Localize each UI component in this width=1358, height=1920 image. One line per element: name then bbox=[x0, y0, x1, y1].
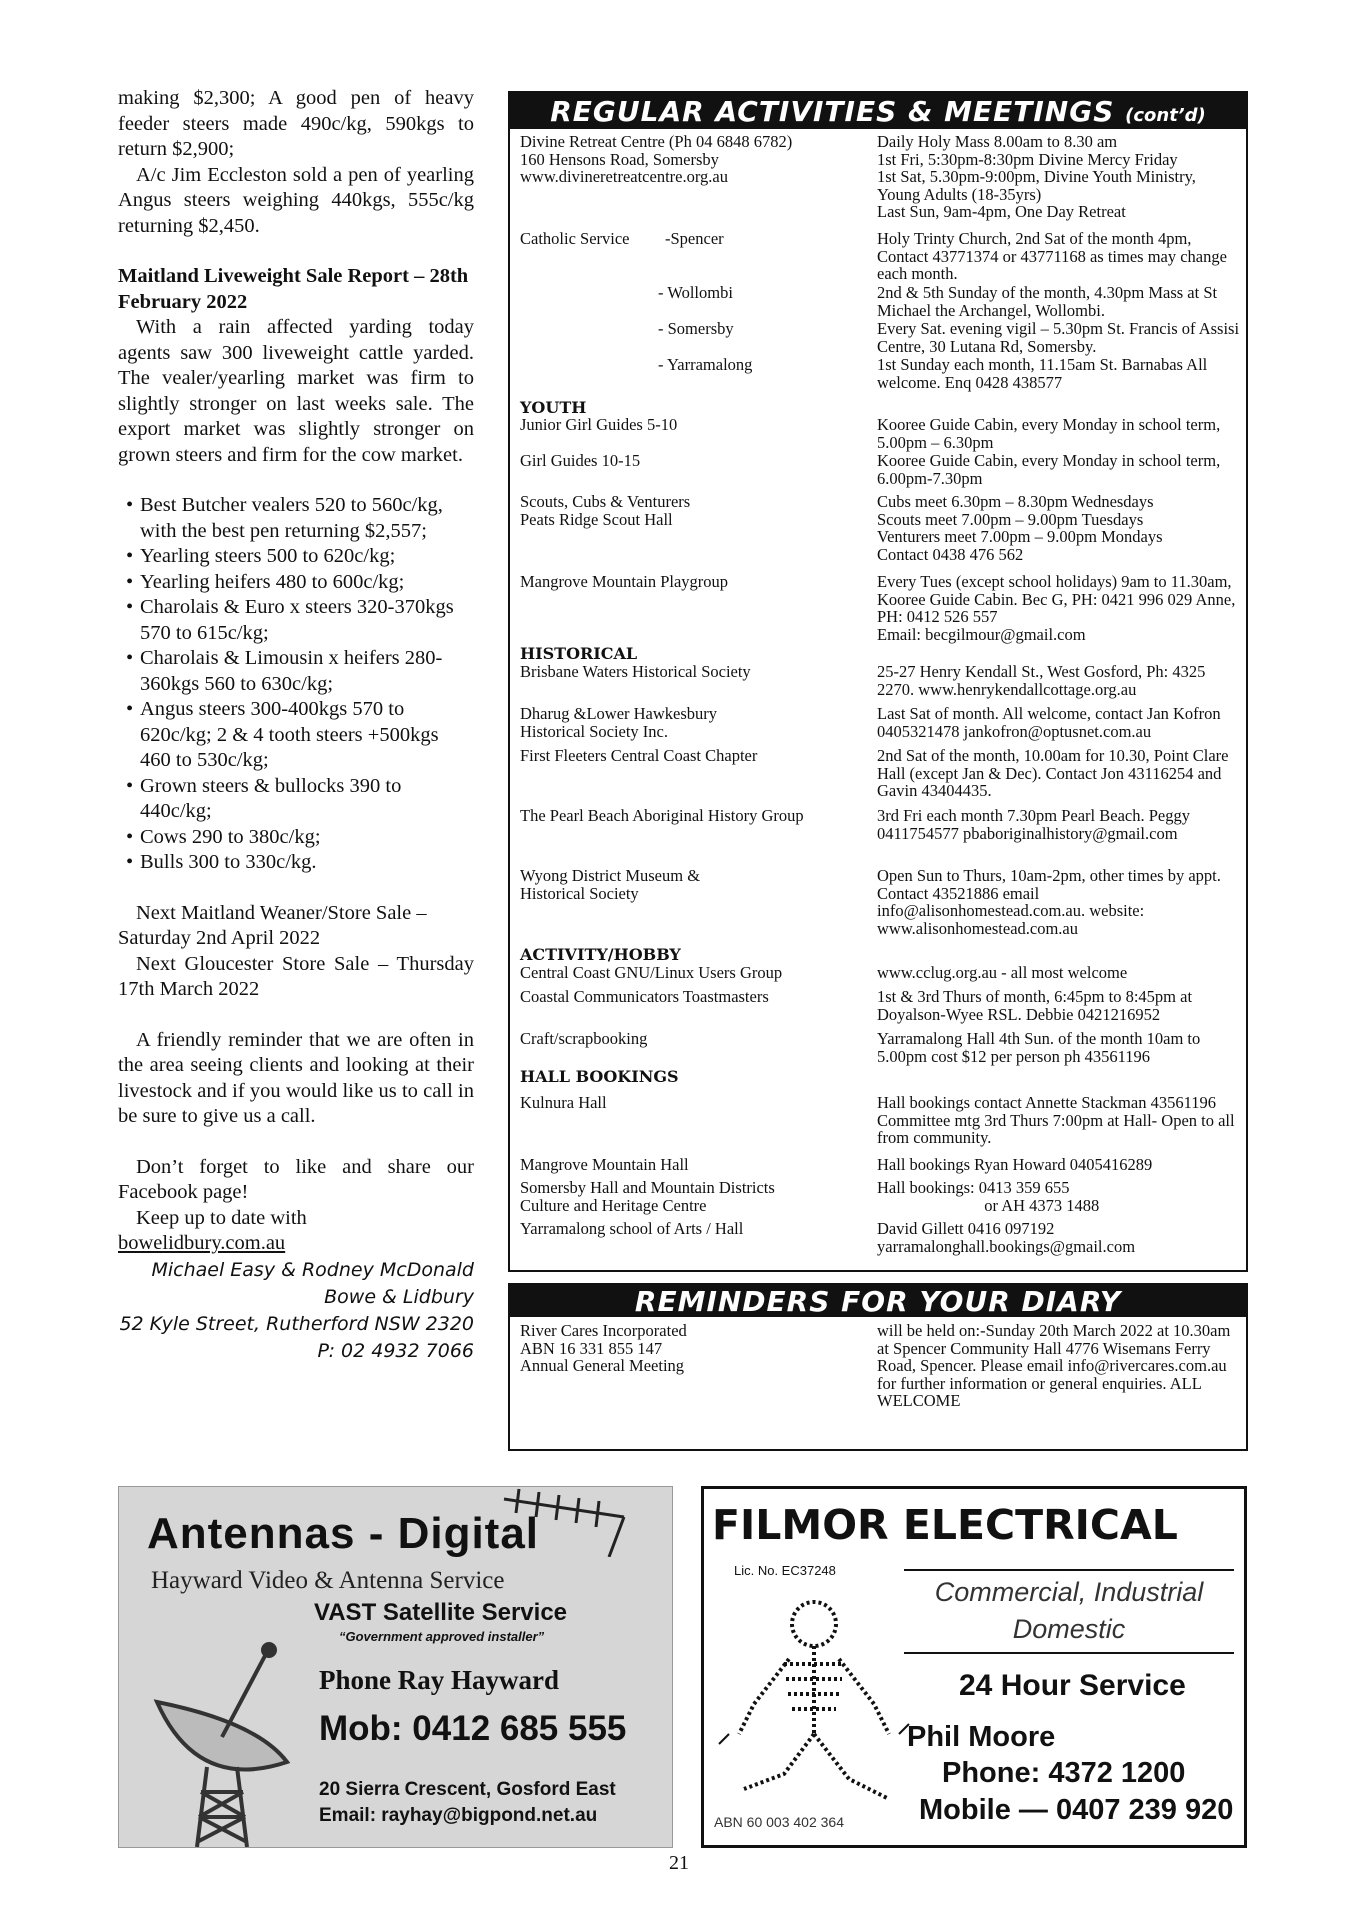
antennas-address: 20 Sierra Crescent, Gosford East bbox=[319, 1779, 616, 1800]
contact-name: Phil Moore bbox=[907, 1721, 1056, 1753]
scouts-details: Cubs meet 6.30pm – 8.30pm Wednesdays Scouts meet 7.00pm – 9.00pm Tuesdays Venturers meet 7.00pm – 9.00pm Mondays Contact 0438 476 562 bbox=[877, 492, 1163, 564]
activities-banner bbox=[510, 93, 1246, 129]
yarramalong-hall: Yarramalong school of Arts / Hall bbox=[520, 1219, 744, 1238]
facebook-paragraph: Don’t forget to like and share our Facebook page! bbox=[118, 1155, 474, 1203]
toastmasters: Coastal Communicators Toastmasters bbox=[520, 987, 769, 1006]
mobile-number: Mob: 0412 685 555 bbox=[319, 1709, 627, 1748]
brisbane-waters: Brisbane Waters Historical Society bbox=[520, 662, 751, 681]
catholic-service-label: Catholic Service bbox=[520, 229, 630, 248]
activities-banner-title: REGULAR ACTIVITIES & MEETINGS bbox=[550, 95, 1115, 128]
list-item: • Grown steers & bullocks 390 to 440c/kg; bbox=[118, 774, 474, 825]
hobby-heading: ACTIVITY/HOBBY bbox=[520, 945, 681, 964]
divider bbox=[904, 1652, 1234, 1654]
somersby-hall: Somersby Hall and Mountain Districts Culture and Heritage Centre bbox=[520, 1178, 775, 1215]
price-list bbox=[118, 493, 474, 876]
reminders-banner: REMINDERS FOR YOUR DIARY bbox=[510, 1285, 1246, 1317]
playgroup-details: Every Tues (except school holidays) 9am to 11.30am, Kooree Guide Cabin. Bec G, PH: 0421 996 029 Anne, PH: 0412 526 557 Email: becgilmour@gmail.com bbox=[877, 572, 1236, 644]
spencer-details: Holy Trinty Church, 2nd Sat of the month 4pm, Contact 43771374 or 43771168 as times may change each month. bbox=[877, 229, 1227, 283]
craft-scrapbooking: Craft/scrapbooking bbox=[520, 1029, 648, 1048]
dharug-society: Dharug &Lower Hawkesbury Historical Society Inc. bbox=[520, 704, 718, 741]
list-item: • Angus steers 300-400kgs 570 to 620c/kg; 2 & 4 tooth steers +500kgs 460 to 530c/kg; bbox=[118, 697, 474, 774]
first-fleeters: First Fleeters Central Coast Chapter bbox=[520, 746, 758, 765]
gnu-linux-details: www.cclug.org.au - all most welcome bbox=[877, 963, 1128, 982]
report-title: Maitland Liveweight Sale Report – 28th February 2022 bbox=[118, 265, 469, 313]
activities-banner-suffix: (cont’d) bbox=[1125, 105, 1206, 126]
mangrove-hall-details: Hall bookings Ryan Howard 0405416289 bbox=[877, 1155, 1153, 1174]
list-item: • Cows 290 to 380c/kg; bbox=[118, 825, 474, 851]
wollombi-label: - Wollombi bbox=[658, 283, 733, 302]
activities-box bbox=[508, 91, 1248, 1272]
domestic: Domestic bbox=[1012, 1614, 1126, 1644]
signature-names: Michael Easy & Rodney McDonald bbox=[151, 1258, 474, 1281]
reminders-box bbox=[508, 1283, 1248, 1451]
toastmasters-details: 1st & 3rd Thurs of month, 6:45pm to 8:45pm at Doyalson-Wyee RSL. Debbie 0421216952 bbox=[877, 987, 1193, 1024]
left-column bbox=[118, 86, 474, 1365]
keepup-paragraph bbox=[118, 1206, 474, 1257]
junior-guides-details: Kooree Guide Cabin, every Monday in school term, 5.00pm – 6.30pm bbox=[877, 415, 1221, 452]
signature-phone: P: 02 4932 7066 bbox=[317, 1339, 474, 1362]
website-link[interactable]: bowelidbury.com.au bbox=[118, 1232, 286, 1254]
list-item: • Best Butcher vealers 520 to 560c/kg, with the best pen returning $2,557; bbox=[118, 493, 474, 544]
list-item: • Yearling heifers 480 to 600c/kg; bbox=[118, 570, 474, 596]
brisbane-waters-details: 25-27 Henry Kendall St., West Gosford, Ph: 4325 2270. www.henrykendallcottage.org.au bbox=[877, 662, 1206, 699]
wollombi-details: 2nd & 5th Sunday of the month, 4.30pm Mass at St Michael the Archangel, Wollombi. bbox=[877, 283, 1218, 320]
yarramalong-label: - Yarramalong bbox=[658, 355, 753, 374]
river-cares-details: will be held on:-Sunday 20th March 2022 at 10.30am at Spencer Community Hall 4776 Wisemans Ferry Road, Spencer. Please email info@rivercares.com.au for further information or general enquiries. ALL WELCOME bbox=[877, 1321, 1231, 1410]
river-cares-name: River Cares Incorporated ABN 16 331 855 147 Annual General Meeting bbox=[520, 1321, 687, 1375]
playgroup: Mangrove Mountain Playgroup bbox=[520, 572, 729, 591]
somersby-label: - Somersby bbox=[658, 319, 734, 338]
pearl-beach-details: 3rd Fri each month 7.30pm Pearl Beach. Peggy 0411754577 pbaboriginalhistory@gmail.com bbox=[877, 806, 1190, 843]
list-item: • Yearling steers 500 to 620c/kg; bbox=[118, 544, 474, 570]
filmor-phone: Phone: 4372 1200 bbox=[942, 1757, 1186, 1789]
divine-retreat-name: Divine Retreat Centre (Ph 04 6848 6782) 160 Hensons Road, Somersby www.divineretreatcentre.org.au bbox=[520, 132, 793, 186]
craft-details: Yarramalong Hall 4th Sun. of the month 10am to 5.00pm cost $12 per person ph 43561196 bbox=[877, 1029, 1201, 1066]
signature-block bbox=[118, 1257, 474, 1365]
yarramalong-details: 1st Sunday each month, 11.15am St. Barnabas All welcome. Enq 0428 438577 bbox=[877, 355, 1208, 392]
filmor-title: FILMOR ELECTRICAL bbox=[712, 1501, 1178, 1549]
junior-guides: Junior Girl Guides 5-10 bbox=[520, 415, 678, 434]
satellite-dish-icon bbox=[137, 1642, 312, 1847]
sale-paragraph-2: A/c Jim Eccleston sold a pen of yearling Angus steers weighing 440kgs, 555c/kg returning $2,450. bbox=[118, 163, 474, 237]
divine-retreat-details: Daily Holy Mass 8.00am to 8.30 am 1st Fri, 5:30pm-8:30pm Divine Mercy Friday 1st Sat, 5.30pm-9:00pm, Divine Youth Ministry, Young Adults (18-35yrs) Last Sun, 9am-4pm, One Day Retreat bbox=[877, 132, 1196, 221]
pearl-beach: The Pearl Beach Aboriginal History Group bbox=[520, 806, 804, 825]
gnu-linux-group: Central Coast GNU/Linux Users Group bbox=[520, 963, 783, 982]
list-item: • Charolais & Limousin x heifers 280-360kgs 560 to 630c/kg; bbox=[118, 646, 474, 697]
antennas-subtitle: Hayward Video & Antenna Service bbox=[151, 1567, 505, 1594]
sale-paragraph-1: making $2,300; A good pen of heavy feeder steers made 490c/kg, 590kgs to return $2,900; bbox=[118, 87, 474, 160]
next-sale-maitland: Next Maitland Weaner/Store Sale – Saturday 2nd April 2022 bbox=[118, 901, 427, 949]
filmor-mobile: Mobile — 0407 239 920 bbox=[919, 1794, 1234, 1826]
antennas-title: Antennas - Digital bbox=[147, 1509, 540, 1558]
license-number: Lic. No. EC37248 bbox=[734, 1563, 836, 1578]
report-body: With a rain affected yarding today agents saw 300 liveweight cattle yarded. The vealer/yearling market was firm to slightly stronger on last weeks sale. The export market was slightly stronger on grown steers and firm for the cow market. bbox=[118, 316, 474, 466]
somersby-details: Every Sat. evening vigil – 5.30pm St. Francis of Assisi Centre, 30 Lutana Rd, Somersby. bbox=[877, 319, 1240, 356]
wyong-museum: Wyong District Museum & Historical Society bbox=[520, 866, 701, 903]
commercial-industrial: Commercial, Industrial bbox=[934, 1577, 1204, 1607]
historical-heading: HISTORICAL bbox=[520, 644, 638, 663]
first-fleeters-details: 2nd Sat of the month, 10.00am for 10.30, Point Clare Hall (except Jan & Dec). Contact Jon 43116254 and Gavin 43404435. bbox=[877, 746, 1229, 800]
approved-installer: “Government approved installer” bbox=[339, 1629, 545, 1644]
antennas-email: Email: rayhay@bigpond.net.au bbox=[319, 1805, 598, 1826]
reminder-paragraph: A friendly reminder that we are often in the area seeing clients and looking at their livestock and if you would like us to call in be sure to give us a call. bbox=[118, 1028, 474, 1127]
somersby-hall-details: Hall bookings: 0413 359 655 or AH 4373 1488 bbox=[877, 1178, 1100, 1215]
hour-service: 24 Hour Service bbox=[959, 1669, 1186, 1702]
filmor-ad bbox=[701, 1486, 1247, 1848]
antennas-ad bbox=[118, 1486, 673, 1848]
phone-ray-label: Phone Ray Hayward bbox=[319, 1665, 560, 1695]
hall-bookings-heading: HALL BOOKINGS bbox=[520, 1067, 679, 1086]
signature-company: Bowe & Lidbury bbox=[324, 1285, 474, 1308]
girl-guides-details: Kooree Guide Cabin, every Monday in school term, 6.00pm-7.30pm bbox=[877, 451, 1221, 488]
electric-skeleton-icon bbox=[714, 1584, 914, 1834]
divider bbox=[904, 1569, 1234, 1571]
wyong-museum-details: Open Sun to Thurs, 10am-2pm, other times by appt. Contact 43521886 email info@alisonhomestead.com.au. website: www.alisonhomestead.com.au bbox=[877, 866, 1221, 938]
keepup-text: Keep up to date with bbox=[136, 1206, 307, 1229]
list-item: • Bulls 300 to 330c/kg. bbox=[118, 850, 474, 876]
yarramalong-hall-details: David Gillett 0416 097192 yarramalonghall.bookings@gmail.com bbox=[877, 1219, 1136, 1256]
signature-address: 52 Kyle Street, Rutherford NSW 2320 bbox=[119, 1312, 474, 1335]
page-number: 21 bbox=[669, 1852, 689, 1874]
abn-number: ABN 60 003 402 364 bbox=[714, 1814, 844, 1830]
dharug-society-details: Last Sat of month. All welcome, contact Jan Kofron 0405321478 jankofron@optusnet.com.au bbox=[877, 704, 1221, 741]
scouts: Scouts, Cubs & Venturers Peats Ridge Scout Hall bbox=[520, 492, 691, 529]
vast-service: VAST Satellite Service bbox=[314, 1599, 568, 1626]
mangrove-hall: Mangrove Mountain Hall bbox=[520, 1155, 689, 1174]
youth-heading: YOUTH bbox=[520, 398, 587, 417]
girl-guides: Girl Guides 10-15 bbox=[520, 451, 641, 470]
list-item: • Charolais & Euro x steers 320-370kgs 570 to 615c/kg; bbox=[118, 595, 474, 646]
spencer-label: -Spencer bbox=[665, 229, 724, 248]
kulnura-hall: Kulnura Hall bbox=[520, 1093, 607, 1112]
next-sale-gloucester: Next Gloucester Store Sale – Thursday 17th March 2022 bbox=[118, 952, 474, 1000]
kulnura-hall-details: Hall bookings contact Annette Stackman 43561196 Committee mtg 3rd Thurs 7:00pm at Hall- Open to all from community. bbox=[877, 1093, 1235, 1147]
